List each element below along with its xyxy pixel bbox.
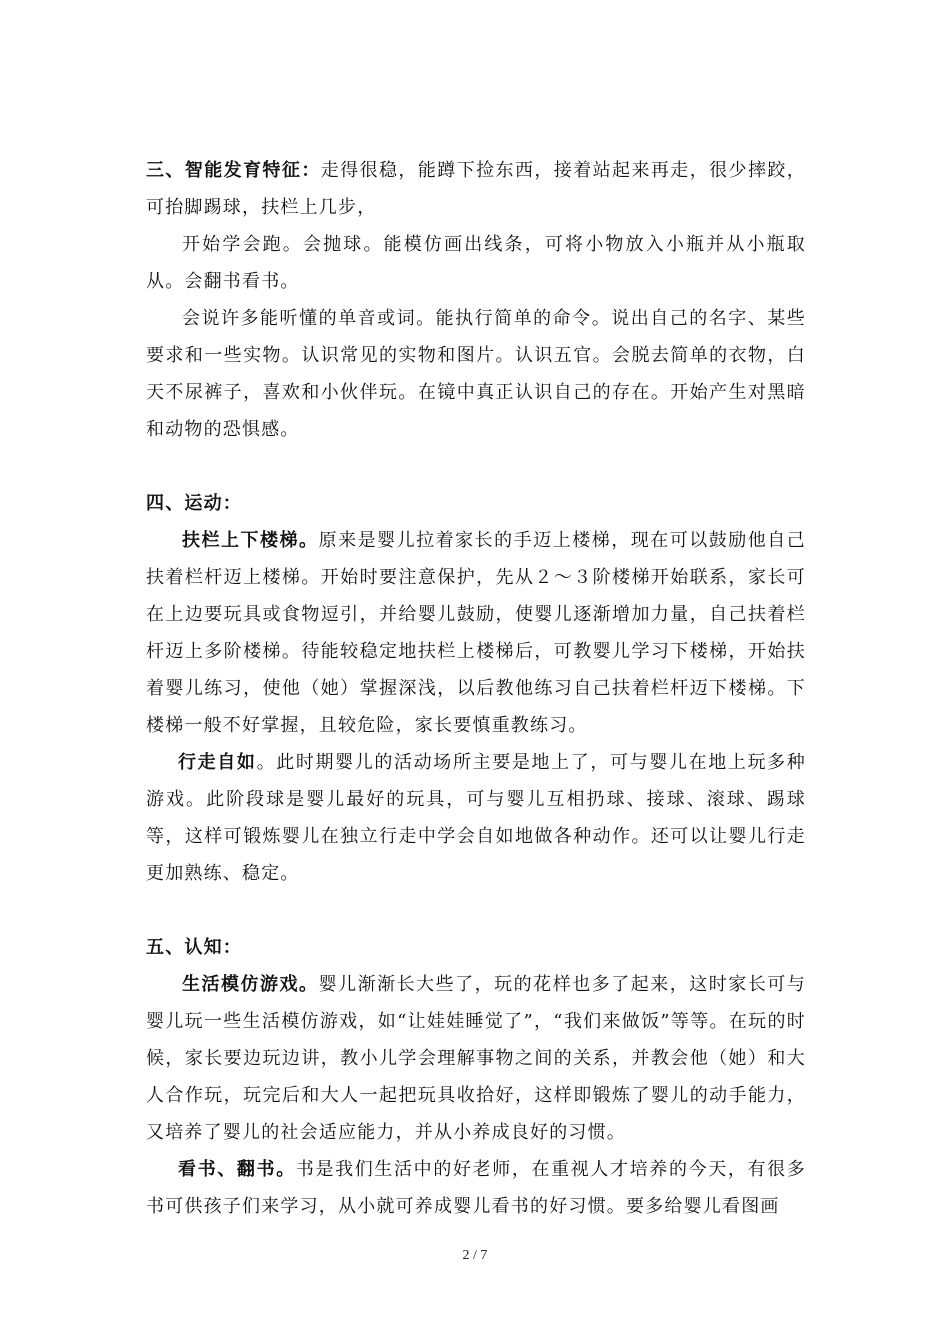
section5-p2-body: 书是我们生活中的好老师，在重视人才培养的今天，有很多书可供孩子们来学习，从小就可养成婴儿看书的好习惯。要多给婴儿看图画 xyxy=(146,1159,807,1217)
section5-paragraph-2 xyxy=(146,1151,806,1225)
spacer xyxy=(146,892,806,929)
document-page xyxy=(146,0,806,1344)
section4-paragraph-2 xyxy=(146,744,806,892)
section4-title: 四、运动： xyxy=(146,493,242,514)
top-margin xyxy=(146,0,806,152)
section4-paragraph-1 xyxy=(146,522,806,744)
section3-paragraph-2: 开始学会跑。会抛球。能模仿画出线条，可将小物放入小瓶并从小瓶取从。会翻书看书。 xyxy=(146,234,806,292)
section3-paragraph-3: 会说许多能听懂的单音或词。能执行简单的命令。说出自己的名字、某些要求和一些实物。认识常见的实物和图片。认识五官。会脱去简单的衣物，白天不尿裤子，喜欢和小伙伴玩。在镜中真正认识自己的存在。开始产生对黑暗和动物的恐惧感。 xyxy=(146,308,806,440)
page-number: 2 / 7 xyxy=(462,1248,488,1263)
section5-p1-lead: 生活模仿游戏。 xyxy=(182,974,319,995)
section5-paragraph-1 xyxy=(146,966,806,1151)
section4-p1-body: 原来是婴儿拉着家长的手迈上楼梯，现在可以鼓励他自己扶着栏杆迈上楼梯。开始时要注意保护，先从２～３阶楼梯开始联系，家长可在上边要玩具或食物逗引，并给婴儿鼓励，使婴儿逐渐增加力量，自己扶着栏杆迈上多阶楼梯。待能较稳定地扶栏上楼梯后，可教婴儿学习下楼梯，开始扶着婴儿练习，使他（她）掌握深浅，以后教他练习自己扶着栏杆迈下楼梯。下楼梯一般不好掌握，且较危险，家长要慎重教练习。 xyxy=(146,530,807,736)
section4-p2-body: 。此时期婴儿的活动场所主要是地上了，可与婴儿在地上玩多种游戏。此阶段球是婴儿最好的玩具，可与婴儿互相扔球、接球、滚球、踢球等，这样可锻炼婴儿在独立行走中学会自如地做各种动作。还可以让婴儿行走更加熟练、稳定。 xyxy=(146,752,806,884)
section4-p2-lead: 行走自如 xyxy=(178,752,257,773)
section5-p1-body: 婴儿渐渐长大些了，玩的花样也多了起来，这时家长可与婴儿玩一些生活模仿游戏，如“让娃娃睡觉了”，“我们来做饭”等等。在玩的时候，家长要边玩边讲，教小儿学会理解事物之间的关系，并教会他（她）和大人合作玩，玩完后和大人一起把玩具收拾好，这样即锻炼了婴儿的动手能力，又培养了婴儿的社会适应能力，并从小养成良好的习惯。 xyxy=(146,974,807,1143)
section3-intro-paragraph xyxy=(146,152,806,226)
section3-heading: 三、智能发育特征： xyxy=(146,160,321,181)
section3-intro-text: 走得很稳，能蹲下捡东西，接着站起来再走，很少摔跤，可抬脚踢球，扶栏上几步， xyxy=(146,160,806,218)
section5-p2-lead: 看书、翻书。 xyxy=(178,1159,296,1180)
section4-p1-lead: 扶栏上下楼梯。 xyxy=(182,530,319,551)
spacer xyxy=(146,448,806,485)
section5-title: 五、认知： xyxy=(146,937,242,958)
